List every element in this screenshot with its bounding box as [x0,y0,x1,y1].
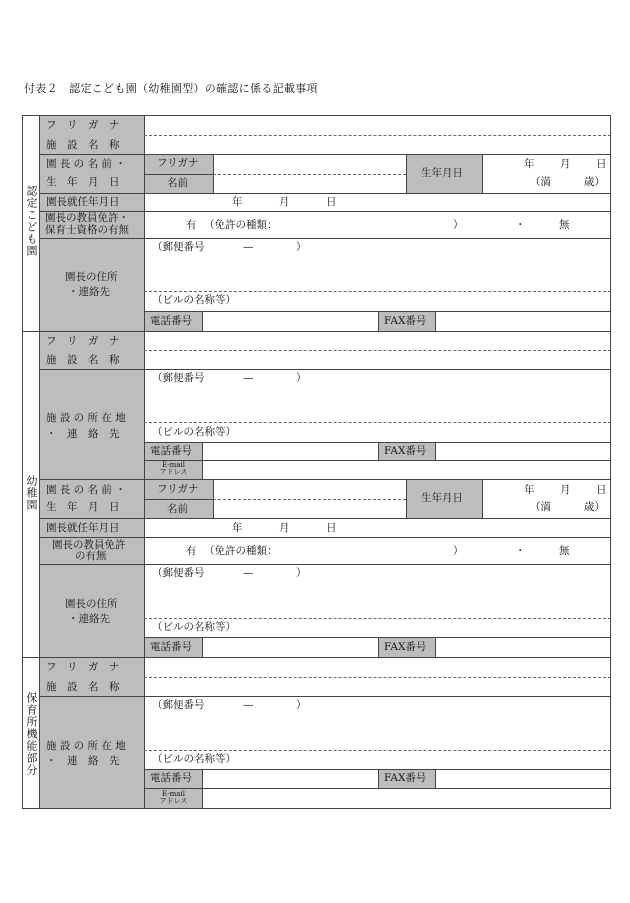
section-kodomoen: 認定こども園 [25,185,38,257]
label-head-name: 園 長 の 名 前 ・ [46,158,126,170]
label-license-qual: 園長の教員免許・ [45,212,129,224]
label-furigana-small: フリガナ [157,157,199,169]
label-birth-date: 生年月日 [421,167,463,179]
section-nursery: 保育所機能部分 [25,692,38,776]
label-dob: 生 年 月 日 [46,176,120,188]
section-kindergarten: 幼稚園 [25,475,38,511]
label-facility-name: 施 設 名 称 [46,139,120,151]
label-head-address: 園長の住所 [65,271,118,283]
page-title: 付表２ 認定こども園（幼稚園型）の確認に係る記載事項 [24,82,318,95]
label-facility-address: 施 設 の 所 在 地 [46,412,126,424]
label-email: E-mail アドレス [159,461,188,477]
label-license: 園長の教員免許 [52,539,126,551]
label-email-nursery: E-mail アドレス [159,790,188,806]
label-name: 名前 [167,177,188,189]
label-furigana: フ リ ガ ナ [46,119,120,131]
label-appointment: 園長就任年月日 [46,196,120,208]
